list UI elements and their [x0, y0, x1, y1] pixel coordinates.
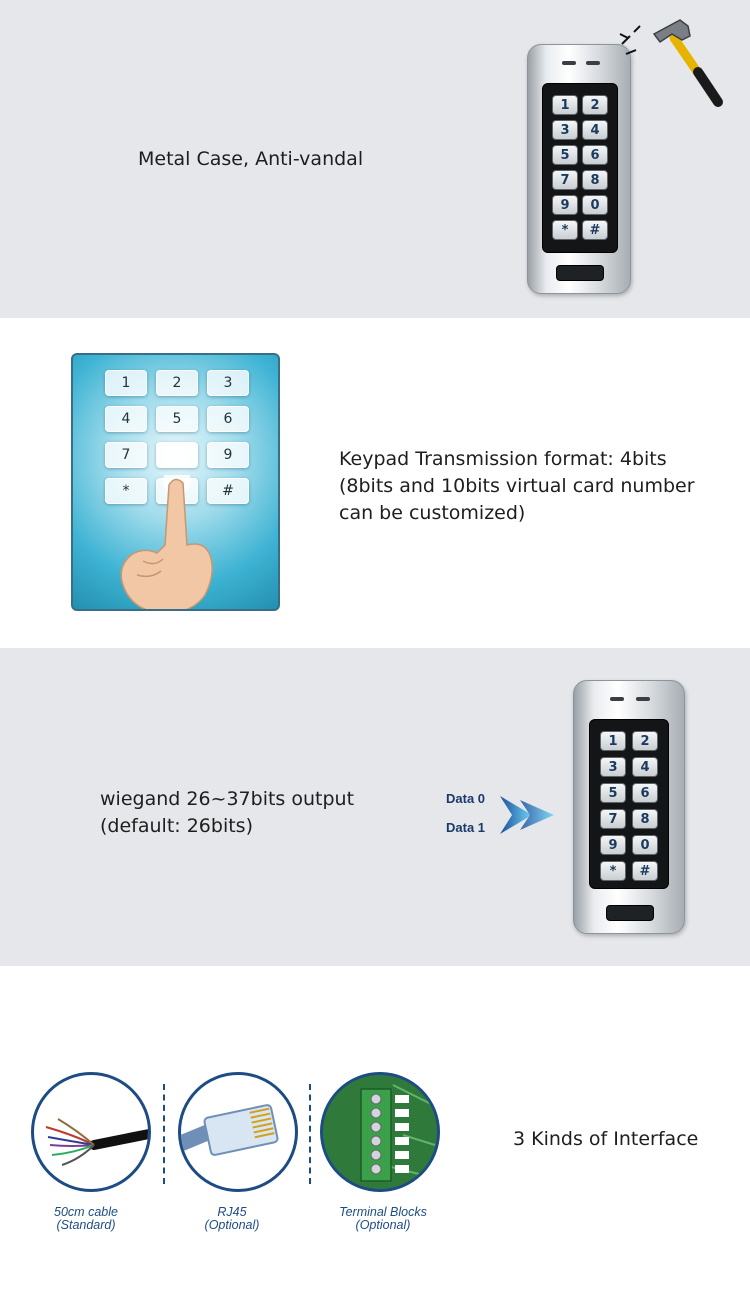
device-key: 4: [632, 757, 658, 777]
feature-wiegand: [0, 648, 750, 966]
device-key: #: [632, 861, 658, 881]
keypad-panel: [542, 83, 618, 253]
interface-rj45-caption: [162, 1206, 302, 1232]
feature-transmission-line: Keypad Transmission format: 4bits: [339, 448, 667, 470]
device-key: *: [552, 220, 578, 240]
feature-metal-case-text: Metal Case, Anti-vandal: [138, 148, 364, 170]
interface-cable-image: [31, 1072, 151, 1192]
device-key: 9: [552, 195, 578, 215]
device-key: 0: [632, 835, 658, 855]
feature-transmission-text: [339, 446, 695, 527]
device-key: 7: [600, 809, 626, 829]
card-reader-area: [556, 265, 604, 281]
divider: [163, 1084, 165, 1184]
interface-terminal-caption: [313, 1206, 453, 1232]
device-key: 4: [582, 120, 608, 140]
keypad-panel: [589, 719, 669, 889]
keypad-device-image: [573, 680, 685, 934]
data1-label: Data 1: [446, 820, 486, 835]
interface-note: (Optional): [204, 1218, 260, 1232]
hammer-icon: [614, 14, 730, 114]
touch-key: 9: [207, 442, 249, 468]
device-key: 2: [632, 731, 658, 751]
interface-name: 50cm cable: [54, 1205, 118, 1219]
device-key: 9: [600, 835, 626, 855]
arrow-right-icon: [498, 794, 558, 836]
interface-cable-caption: [16, 1206, 156, 1232]
device-key: 5: [552, 145, 578, 165]
touch-key: 4: [105, 406, 147, 432]
touch-key: 5: [156, 406, 198, 432]
interface-name: Terminal Blocks: [339, 1205, 427, 1219]
divider: [309, 1084, 311, 1184]
device-key: 5: [600, 783, 626, 803]
interface-rj45-image: [178, 1072, 298, 1192]
touch-key: *: [105, 478, 147, 504]
feature-interface-text: 3 Kinds of Interface: [513, 1128, 699, 1150]
interface-terminal-image: [320, 1072, 440, 1192]
rj45-icon: [181, 1075, 295, 1189]
feature-metal-case: [0, 0, 750, 318]
device-key: 3: [600, 757, 626, 777]
cable-icon: [34, 1075, 148, 1189]
interface-name: RJ45: [217, 1205, 247, 1219]
device-key: 3: [552, 120, 578, 140]
touch-key: 3: [207, 370, 249, 396]
feature-wiegand-text: [100, 786, 354, 840]
device-key: 7: [552, 170, 578, 190]
terminal-block-icon: [323, 1075, 437, 1189]
device-key: 0: [582, 195, 608, 215]
feature-transmission-line: can be customized): [339, 502, 526, 524]
device-key: 6: [582, 145, 608, 165]
device-key: 1: [600, 731, 626, 751]
device-key: 8: [582, 170, 608, 190]
device-key: 6: [632, 783, 658, 803]
touch-key: 2: [156, 370, 198, 396]
feature-transmission-line: (8bits and 10bits virtual card number: [339, 475, 695, 497]
feature-wiegand-line: (default: 26bits): [100, 815, 253, 837]
data0-label: Data 0: [446, 791, 486, 806]
feature-interfaces: [0, 966, 750, 1291]
touch-key: 1: [105, 370, 147, 396]
finger-touch-icon: [113, 475, 233, 611]
device-key: 2: [582, 95, 608, 115]
device-key: 1: [552, 95, 578, 115]
device-key: 8: [632, 809, 658, 829]
interface-note: (Standard): [56, 1218, 116, 1232]
device-key: #: [582, 220, 608, 240]
touch-key-pressed: [156, 442, 198, 468]
touch-key: #: [207, 478, 249, 504]
touch-keypad-image: [71, 353, 280, 611]
device-key: *: [600, 861, 626, 881]
touch-key: 7: [105, 442, 147, 468]
card-reader-area: [606, 905, 654, 921]
interface-note: (Optional): [355, 1218, 411, 1232]
feature-wiegand-line: wiegand 26~37bits output: [100, 788, 355, 810]
touch-key: 6: [207, 406, 249, 432]
feature-transmission: [0, 318, 750, 648]
